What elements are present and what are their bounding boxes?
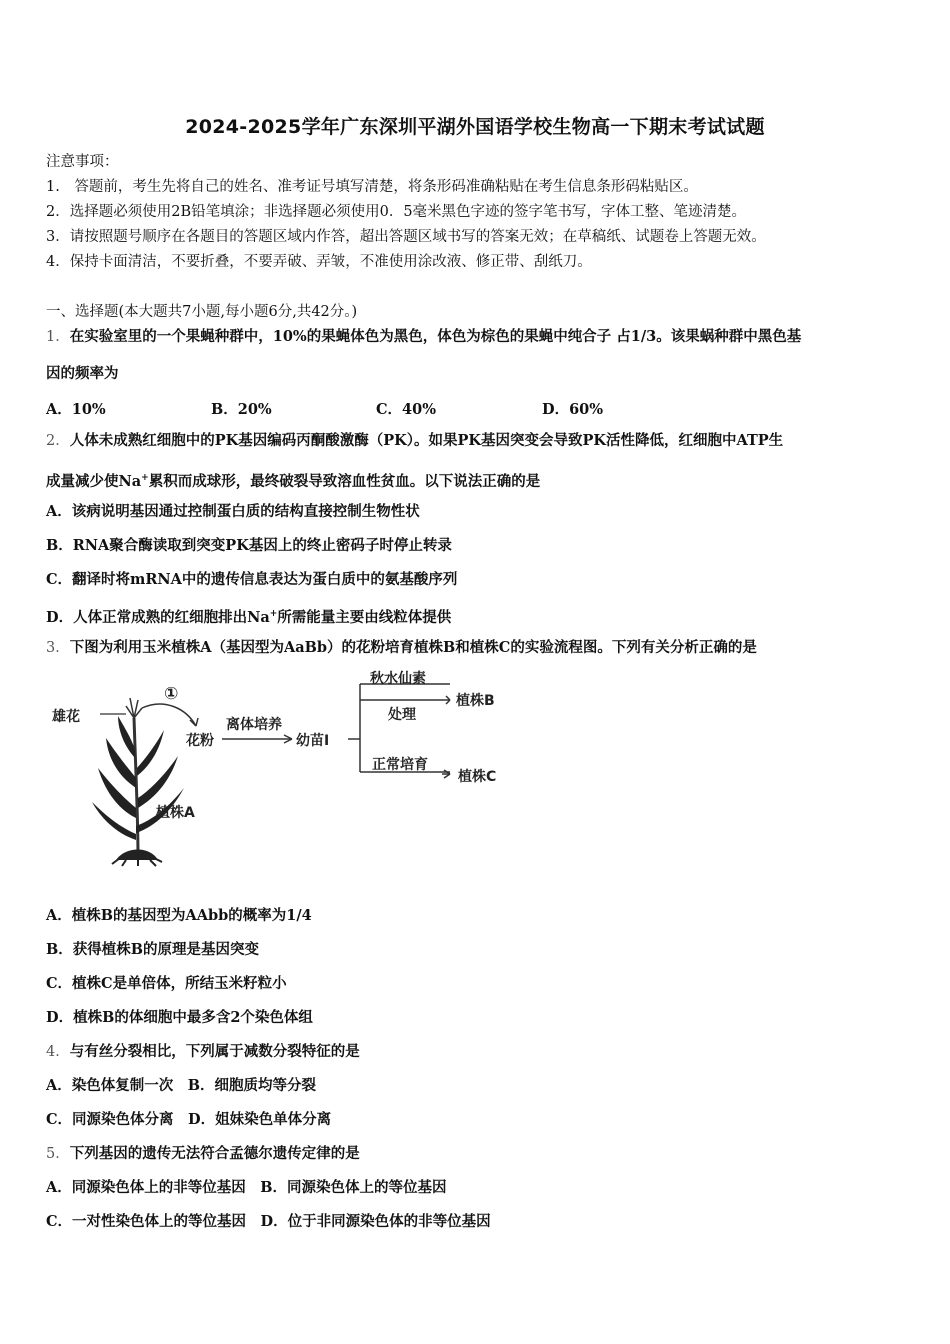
label-plant-c: 植株C [458,769,497,785]
option-d: D．植株B的体细胞中最多含2个染色体组 [46,1009,313,1026]
question-number: 2． [46,433,70,449]
question-number: 3． [46,640,70,656]
notice-item: 2．选择题必须使用2B铅笔填涂；非选择题必须使用0．5毫米黑色字迹的签字笔书写，字体工整、笔迹清楚。 [46,204,747,220]
option-a: A．该病说明基因通过控制蛋白质的结构直接控制生物性状 [46,503,420,520]
option-c: C．40% [376,401,436,418]
text: 累积而成球形，最终破裂导致溶血性贫血。以下说法正确的是 [148,472,541,490]
label-culture: 离体培养 [226,717,282,733]
notice-item: 1. 答题前，考生先将自己的姓名、准考证号填写清楚，将条形码准确粘贴在考生信息条形码粘贴区。 [46,179,698,195]
label-male-flower: 雄花 [52,709,80,725]
notice-heading: 注意事项： [46,154,119,170]
question-text: 与有丝分裂相比，下列属于减数分裂特征的是 [69,1043,360,1060]
options-row: A．同源染色体上的非等位基因 B．同源染色体上的等位基因 [46,1179,447,1196]
question-text: 人体未成熟红细胞中的PK基因编码丙酮酸激酶（PK）。如果PK基因突变会导致PK活性降低，红细胞中ATP生 [69,432,784,449]
flow-diagram [46,668,546,868]
question-text: 下列基因的遗传无法符合孟德尔遗传定律的是 [69,1145,360,1162]
question-3 [46,638,757,658]
option-b: B．获得植株B的原理是基因突变 [46,941,260,958]
question-1-options [46,398,646,418]
label-pollen: 花粉 [186,733,214,749]
question-4 [46,1042,360,1062]
superscript: + [141,473,149,483]
question-number: 4． [46,1044,70,1060]
option-a: A．植株B的基因型为AAbb的概率为1/4 [46,907,312,924]
label-step: ① [164,684,179,704]
text: 所需能量主要由线粒体提供 [277,608,452,626]
text: D．人体正常成熟的红细胞排出Na [46,608,270,626]
question-number: 5． [46,1146,70,1162]
option-d: D．60% [542,401,604,418]
option-b: B．20% [211,401,272,418]
option-b: B．RNA聚合酶读取到突变PK基因上的终止密码子时停止转录 [46,537,452,554]
question-1 [46,327,801,347]
question-2-cont [46,468,540,492]
options-row: C．一对性染色体上的等位基因 D．位于非同源染色体的非等位基因 [46,1213,491,1230]
label-normal: 正常培育 [372,757,428,773]
option-a: A．10% [46,401,106,418]
question-text: 在实验室里的一个果蝇种群中，10%的果蝇体色为黑色，体色为棕色的果蝇中纯合子 占1/3。该果蜗种群中黑色基 [69,328,802,345]
option-c: C．植株C是单倍体，所结玉米籽粒小 [46,975,287,992]
label-plant-b: 植株B [456,693,495,709]
question-5 [46,1144,360,1164]
question-1-cont: 因的频率为 [46,365,119,382]
option-d [46,604,451,628]
label-plant-a: 植株A [156,805,195,821]
label-treatment: 处理 [388,707,416,723]
notice-item: 3．请按照题号顺序在各题目的答题区域内作答，超出答题区域书写的答案无效；在草稿纸、试题卷上答题无效。 [46,229,766,245]
question-2 [46,431,783,451]
option-c: C．翻译时将mRNA中的遗传信息表达为蛋白质中的氨基酸序列 [46,571,458,588]
notice-item: 4．保持卡面清洁，不要折叠，不要弄破、弄皱，不准使用涂改液、修正带、刮纸刀。 [46,254,592,270]
section-heading: 一、选择题(本大题共7小题,每小题6分,共42分。) [46,304,358,320]
question-number: 1． [46,329,70,345]
page-title: 2024-2025学年广东深圳平湖外国语学校生物高一下期末考试试题 [185,116,765,138]
question-text: 下图为利用玉米植株A（基因型为AaBb）的花粉培育植株B和植株C的实验流程图。下列有关分析正确的是 [69,639,757,656]
options-row: A．染色体复制一次 B．细胞质均等分裂 [46,1077,317,1094]
label-colchicine: 秋水仙素 [370,671,426,687]
options-row: C．同源染色体分离 D．姐妹染色单体分离 [46,1111,332,1128]
superscript: + [269,609,278,619]
text: 成量减少使Na [46,472,142,490]
label-seedling: 幼苗Ⅰ [296,733,330,749]
